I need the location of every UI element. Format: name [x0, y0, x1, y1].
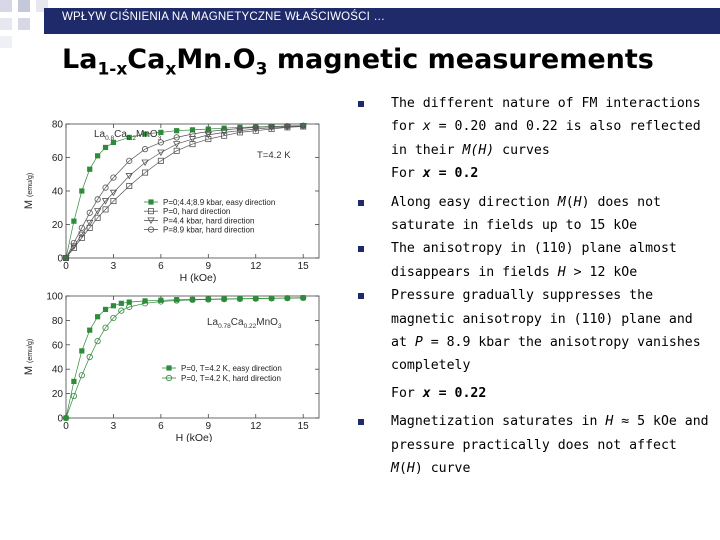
legend-label: P=0;4.4;8.9 kbar, easy direction — [163, 198, 276, 207]
magnetization-plots — [22, 112, 332, 442]
data-point — [119, 301, 124, 306]
legend — [144, 198, 275, 235]
data-point — [87, 328, 92, 333]
data-point — [79, 188, 84, 193]
x-tick-label: 6 — [158, 261, 164, 272]
legend-label: P=0, T=4.2 K, hard direction — [181, 374, 281, 383]
bullet-square-icon — [358, 419, 364, 425]
x-tick-label: 9 — [205, 421, 212, 432]
legend-label: P=0, T=4.2 K, easy direction — [181, 364, 282, 373]
legend — [162, 364, 282, 383]
y-tick-label: 20 — [51, 389, 63, 401]
chart-x020 — [23, 120, 319, 285]
chart-annotation-formula: $La_{0.8}Ca_{0.2}MnO_3$ — [94, 129, 162, 142]
y-tick-label: 80 — [51, 119, 63, 131]
bullet-square-icon — [358, 293, 364, 299]
bullet-square-icon — [358, 101, 364, 107]
bullet-item: The anisotropy in (110) plane almost disappears in fields H > 12 kOe — [354, 237, 716, 284]
y-tick-label: 0 — [57, 253, 63, 265]
series-3 — [63, 124, 306, 261]
data-point — [87, 167, 92, 172]
data-point — [103, 307, 108, 312]
series-line — [66, 298, 303, 418]
series-4 — [63, 123, 306, 261]
y-tick-label: 80 — [51, 315, 63, 327]
x-tick-label: 0 — [63, 261, 69, 272]
bullet-item: Along easy direction M(H) does not saturate in fields up to 15 kOe — [354, 191, 716, 238]
series-1 — [63, 295, 305, 420]
bullet-subheading: For x = 0.22 — [391, 385, 487, 401]
x-tick-label: 15 — [297, 261, 309, 272]
legend-label: P=8.9 kbar, hard direction — [163, 225, 255, 235]
data-point — [79, 348, 84, 353]
data-point — [103, 145, 108, 150]
y-tick-label: 100 — [46, 291, 63, 303]
y-tick-label: 60 — [51, 340, 63, 352]
y-axis-label: M (emu/g) — [23, 338, 35, 376]
x-tick-label: 12 — [250, 261, 262, 272]
data-point — [71, 219, 76, 224]
bullet-subheading: For x = 0.2 — [391, 166, 479, 182]
series-line — [66, 126, 303, 258]
data-point — [148, 199, 153, 204]
bullet-square-icon — [358, 200, 364, 206]
x-tick-label: 12 — [250, 421, 262, 432]
bullet-item: Magnetization saturates in H ≈ 5 kOe and pressure practically does not affect M(H) curve — [354, 410, 716, 480]
series-line — [66, 126, 303, 258]
plot-frame — [66, 296, 319, 418]
legend-label: P=4.4 kbar, hard direction — [163, 216, 255, 226]
x-tick-label: 15 — [297, 421, 309, 432]
y-axis-label: M (emu/g) — [23, 172, 35, 210]
y-tick-label: 0 — [57, 413, 63, 425]
x-tick-label: 3 — [110, 421, 117, 432]
chart-annotation-temp: T=4.2 K — [257, 150, 291, 161]
series-line — [66, 126, 303, 258]
series-2 — [63, 124, 305, 261]
bullet-list — [354, 92, 716, 481]
y-tick-label: 40 — [51, 186, 63, 198]
x-tick-label: 0 — [63, 421, 69, 432]
series-line — [66, 298, 303, 418]
x-tick-label: 6 — [158, 421, 164, 432]
y-tick-label: 60 — [51, 153, 63, 164]
series-1 — [63, 123, 305, 261]
bullet-item: Pressure gradually suppresses the magnetic anisotropy in (110) plane and at P = 8.9 kbar the anisotropy vanishes completely — [354, 284, 716, 378]
x-tick-label: 3 — [110, 261, 117, 272]
data-point — [95, 314, 100, 319]
data-point — [166, 365, 171, 370]
x-axis-label: H (kOe) — [175, 432, 213, 442]
header-title: WPŁYW CIŚNIENIA NA MAGNETYCZNE WŁAŚCIWOŚCI … — [62, 11, 386, 23]
data-point — [174, 128, 179, 133]
y-tick-label: 40 — [51, 364, 63, 376]
chart-annotation-formula: $La_{0.78}Ca_{0.22}MnO_3$ — [207, 317, 282, 330]
series-2 — [63, 295, 306, 420]
chart-x022 — [23, 292, 319, 443]
data-point — [111, 303, 116, 308]
x-axis-label: H (kOe) — [179, 272, 217, 284]
series-line — [66, 127, 303, 259]
y-tick-label: 20 — [51, 220, 63, 231]
data-point — [71, 379, 76, 384]
page-title: $La_{1-x}Ca_xMn.O_3$ magnetic measurements — [62, 44, 654, 80]
bullet-item: The different nature of FM interactions for x = 0.20 and 0.22 is also reflected in their M(H) curves — [354, 92, 716, 162]
data-point — [95, 153, 100, 158]
bullet-square-icon — [358, 246, 364, 252]
legend-label: P=0, hard direction — [163, 207, 231, 217]
x-tick-label: 9 — [205, 261, 212, 272]
